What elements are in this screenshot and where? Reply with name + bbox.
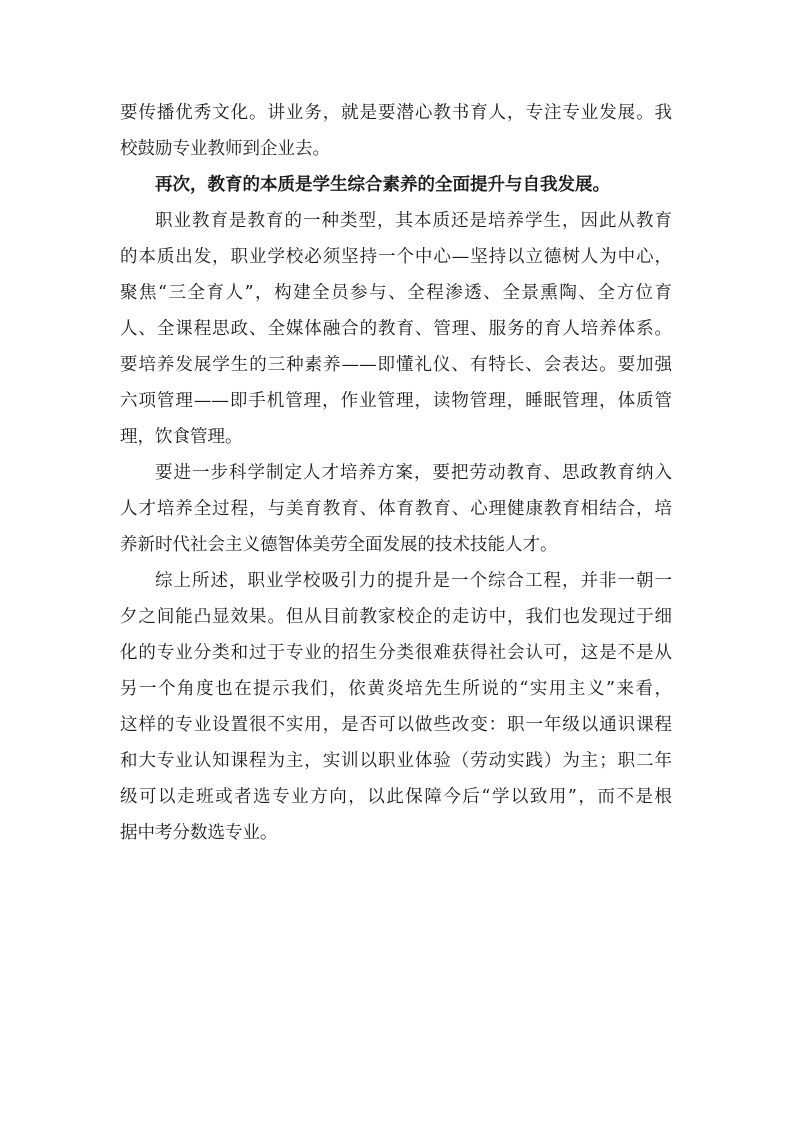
text-line: 据中考分数选专业。 (120, 823, 278, 843)
text-line: 另一个角度也在提示我们，依黄炎培先生所说的“实用主义”来看， (120, 679, 672, 699)
paragraph-continuation (120, 95, 672, 167)
text-line: 要传播优秀文化。讲业务，就是要潜心教书育人，专注专业发展。我 (120, 103, 672, 123)
text-line: 养新时代社会主义德智体美劳全面发展的技术技能人才。 (120, 535, 558, 555)
text-line: 要培养发展学生的三种素养——即懂礼仪、有特长、会表达。要加强 (120, 355, 672, 375)
paragraph-conclusion (120, 563, 672, 851)
text-line: 化的专业分类和过于专业的招生分类很难获得社会认可，这是不是从 (120, 643, 672, 663)
text-line: 的本质出发，职业学校必须坚持一个中心—坚持以立德树人为中心， (120, 247, 672, 267)
heading-line: 再次，教育的本质是学生综合素养的全面提升与自我发展。 (155, 175, 610, 195)
text-line: 六项管理——即手机管理，作业管理，读物管理，睡眠管理，体质管 (120, 391, 672, 411)
paragraph-training-plan (120, 455, 672, 563)
text-line: 综上所述，职业学校吸引力的提升是一个综合工程，并非一朝一 (155, 571, 672, 591)
paragraph-essence-of-education (120, 203, 672, 455)
text-line: 和大专业认知课程为主，实训以职业体验（劳动实践）为主；职二年 (120, 751, 672, 771)
text-line: 聚焦“三全育人”，构建全员参与、全程渗透、全景熏陶、全方位育 (120, 283, 672, 303)
text-line: 人才培养全过程，与美育教育、体育教育、心理健康教育相结合，培 (120, 499, 672, 519)
section-heading (120, 167, 672, 203)
text-line: 要进一步科学制定人才培养方案，要把劳动教育、思政教育纳入 (155, 463, 672, 483)
text-line: 校鼓励专业教师到企业去。 (120, 139, 330, 159)
text-line: 夕之间能凸显效果。但从目前教家校企的走访中，我们也发现过于细 (120, 607, 672, 627)
document-body (120, 95, 672, 851)
text-line: 级可以走班或者选专业方向，以此保障今后“学以致用”，而不是根 (120, 787, 672, 807)
text-line: 职业教育是教育的一种类型，其本质还是培养学生，因此从教育 (155, 211, 672, 231)
text-line: 理，饮食管理。 (120, 427, 243, 447)
text-line: 这样的专业设置很不实用，是否可以做些改变：职一年级以通识课程 (120, 715, 672, 735)
text-line: 人、全课程思政、全媒体融合的教育、管理、服务的育人培养体系。 (120, 319, 672, 339)
